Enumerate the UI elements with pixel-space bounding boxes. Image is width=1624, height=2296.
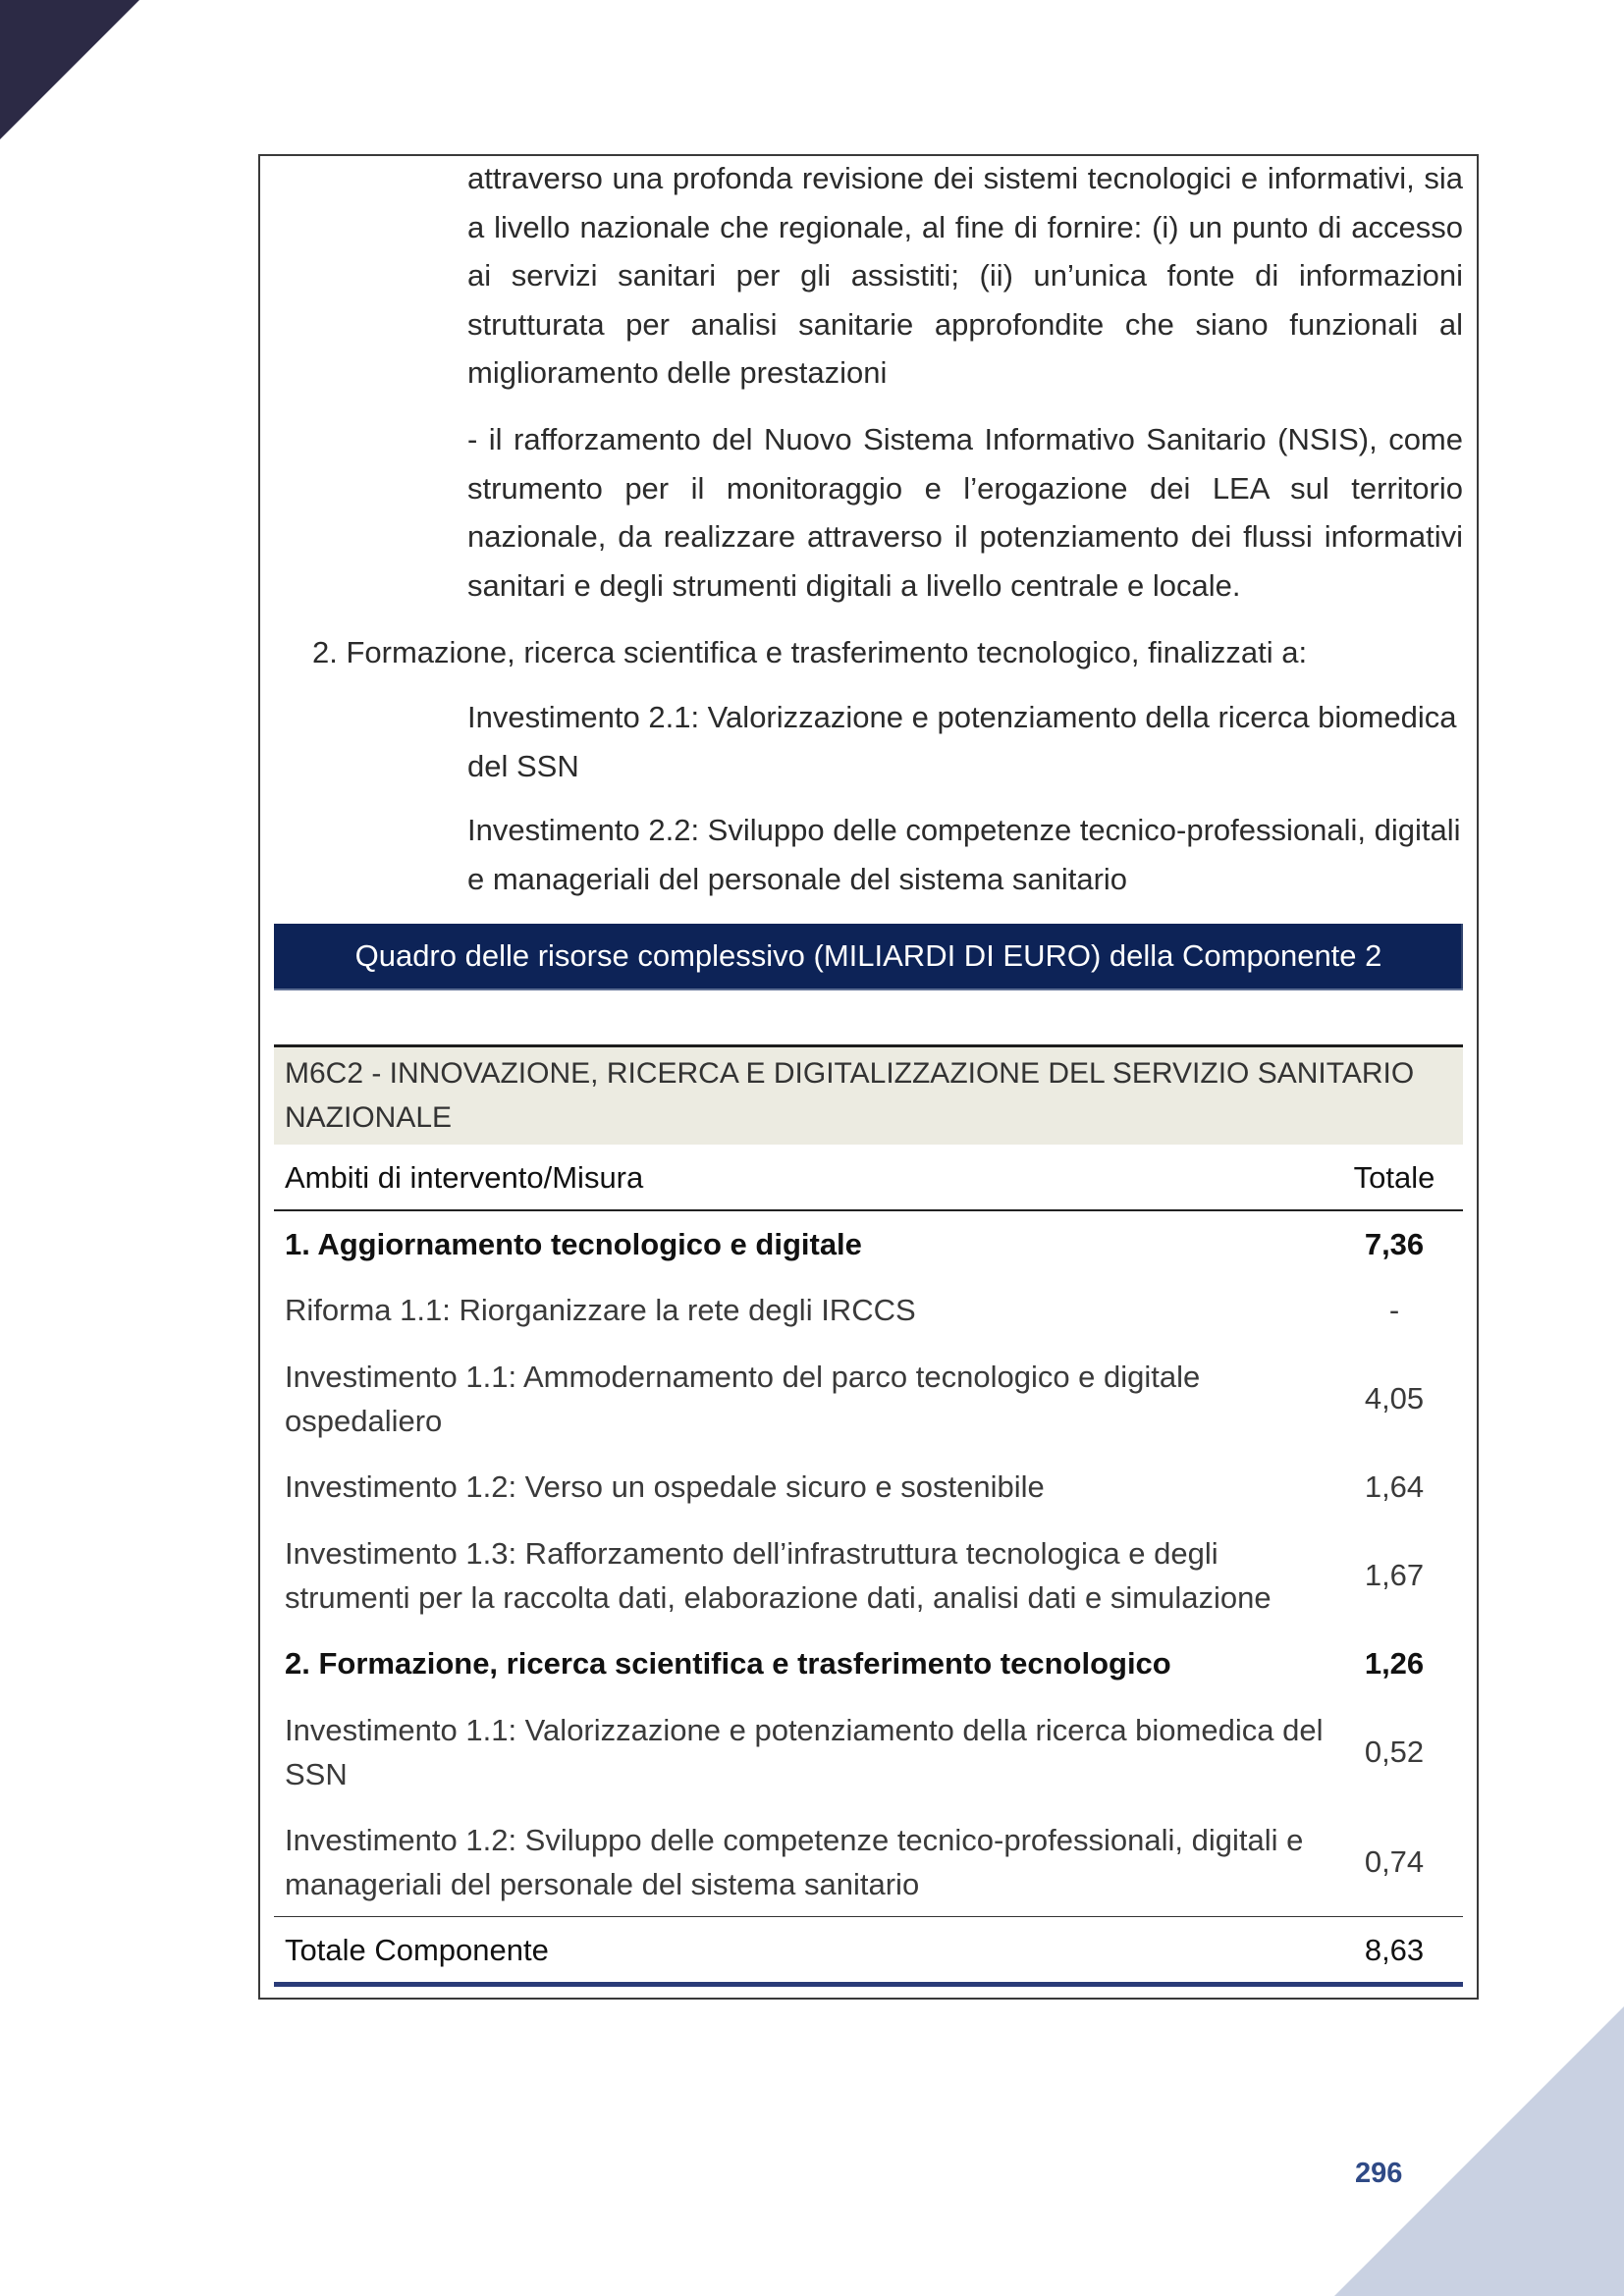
row-value: 1,26 [1364, 1646, 1425, 1681]
table-row [274, 1343, 1463, 1454]
paragraph-investimento-2-2 [467, 806, 1463, 903]
text-line: del SSN [467, 748, 579, 783]
table-row [274, 1277, 1463, 1343]
row-label-line: Investimento 1.3: Rafforzamento dell’infrastruttura tecnologica e degli [285, 1535, 1218, 1571]
row-value: 0,74 [1364, 1844, 1425, 1879]
text-line: sanitari e degli strumenti digitali a livello centrale e locale. [467, 567, 1241, 603]
paragraph-nsis [467, 415, 1463, 610]
table-header-row [274, 1145, 1463, 1209]
resources-banner [274, 924, 1463, 988]
row-label-line: strumenti per la raccolta dati, elaborazione dati, analisi dati e simulazione [285, 1579, 1272, 1615]
total-label: Totale Componente [285, 1932, 549, 1967]
table-row [274, 1520, 1463, 1630]
table-bottom-rule [274, 1982, 1463, 1987]
text-line: a livello nazionale che regionale, al fine di fornire: (i) un punto di accesso [467, 209, 1463, 244]
table-row [274, 1454, 1463, 1520]
row-label [274, 1355, 1326, 1443]
table-total-row [274, 1917, 1463, 1982]
row-label [274, 1465, 1326, 1509]
row-value: 7,36 [1364, 1227, 1425, 1261]
text-line: strumento per il monitoraggio e l’erogazione dei LEA sul territorio [467, 470, 1463, 506]
banner-title: Quadro delle risorse complessivo (MILIARDI DI EURO) della Componente 2 [354, 938, 1382, 973]
banner-underline [274, 988, 1463, 990]
text-line: attraverso una profonda revisione dei sistemi tecnologici e informativi, sia [467, 161, 1463, 195]
row-value: - [1388, 1293, 1400, 1327]
table-row [274, 1630, 1463, 1696]
row-value: 1,64 [1364, 1469, 1425, 1504]
row-label-line: 1. Aggiornamento tecnologico e digitale [285, 1227, 862, 1261]
row-label [274, 1818, 1326, 1906]
row-label-line: Riforma 1.1: Riorganizzare la rete degli IRCCS [285, 1293, 916, 1327]
row-label-line: Investimento 1.1: Ammodernamento del parco tecnologico e digitale [285, 1359, 1201, 1394]
row-value: 0,52 [1364, 1735, 1425, 1769]
text-line: miglioramento delle prestazioni [467, 355, 888, 390]
text-line: Investimento 2.2: Sviluppo delle competenze tecnico-professionali, digitali [467, 813, 1461, 847]
row-label-line: Investimento 1.1: Valorizzazione e potenziamento della ricerca biomedica del [285, 1712, 1324, 1747]
text-line: - il rafforzamento del Nuovo Sistema Informativo Sanitario (NSIS), come [467, 422, 1463, 456]
table-row [274, 1696, 1463, 1807]
header-value: Totale [1353, 1159, 1435, 1195]
text-line: e manageriali del personale del sistema sanitario [467, 861, 1128, 896]
table-title-line: NAZIONALE [285, 1101, 453, 1134]
resources-table [274, 1044, 1463, 1987]
row-label-line: Investimento 1.2: Sviluppo delle competenze tecnico-professionali, digitali e [285, 1822, 1304, 1857]
row-label [274, 1641, 1326, 1685]
row-label [274, 1222, 1326, 1266]
page-number: 296 [1355, 2158, 1403, 2189]
row-value: 4,05 [1364, 1381, 1425, 1415]
row-value: 1,67 [1364, 1558, 1425, 1592]
row-label [274, 1288, 1326, 1332]
paragraph-investimento-2-1 [467, 693, 1463, 790]
row-label-line: SSN [285, 1756, 348, 1791]
table-title-line: M6C2 - INNOVAZIONE, RICERCA E DIGITALIZZAZIONE DEL SERVIZIO SANITARIO [285, 1057, 1415, 1090]
corner-decoration-top-left [0, 0, 139, 139]
list-item-2: 2. Formazione, ricerca scientifica e trasferimento tecnologico, finalizzati a: [312, 635, 1308, 669]
text-line: nazionale, da realizzare attraverso il potenziamento dei flussi informativi [467, 519, 1463, 554]
text-line: Investimento 2.1: Valorizzazione e potenziamento della ricerca biomedica [467, 700, 1457, 734]
table-title [274, 1047, 1463, 1145]
row-label-line: Investimento 1.2: Verso un ospedale sicuro e sostenibile [285, 1469, 1045, 1504]
table-row [274, 1807, 1463, 1916]
row-label-line: 2. Formazione, ricerca scientifica e trasferimento tecnologico [285, 1646, 1171, 1681]
total-value: 8,63 [1364, 1932, 1425, 1967]
row-label [274, 1531, 1326, 1620]
row-label-line: manageriali del personale del sistema sanitario [285, 1866, 920, 1901]
corner-decoration-bottom-right [1334, 2006, 1624, 2296]
paragraph-systems-revision [467, 154, 1463, 398]
text-line: strutturata per analisi sanitarie approfondite che siano funzionali al [467, 306, 1463, 342]
banner-edge [1461, 924, 1463, 988]
text-line: ai servizi sanitari per gli assistiti; (ii) un’unica fonte di informazioni [467, 258, 1463, 293]
row-label-line: ospedaliero [285, 1403, 443, 1438]
header-label: Ambiti di intervento/Misura [285, 1159, 644, 1195]
table-row [274, 1211, 1463, 1277]
row-label [274, 1708, 1326, 1796]
